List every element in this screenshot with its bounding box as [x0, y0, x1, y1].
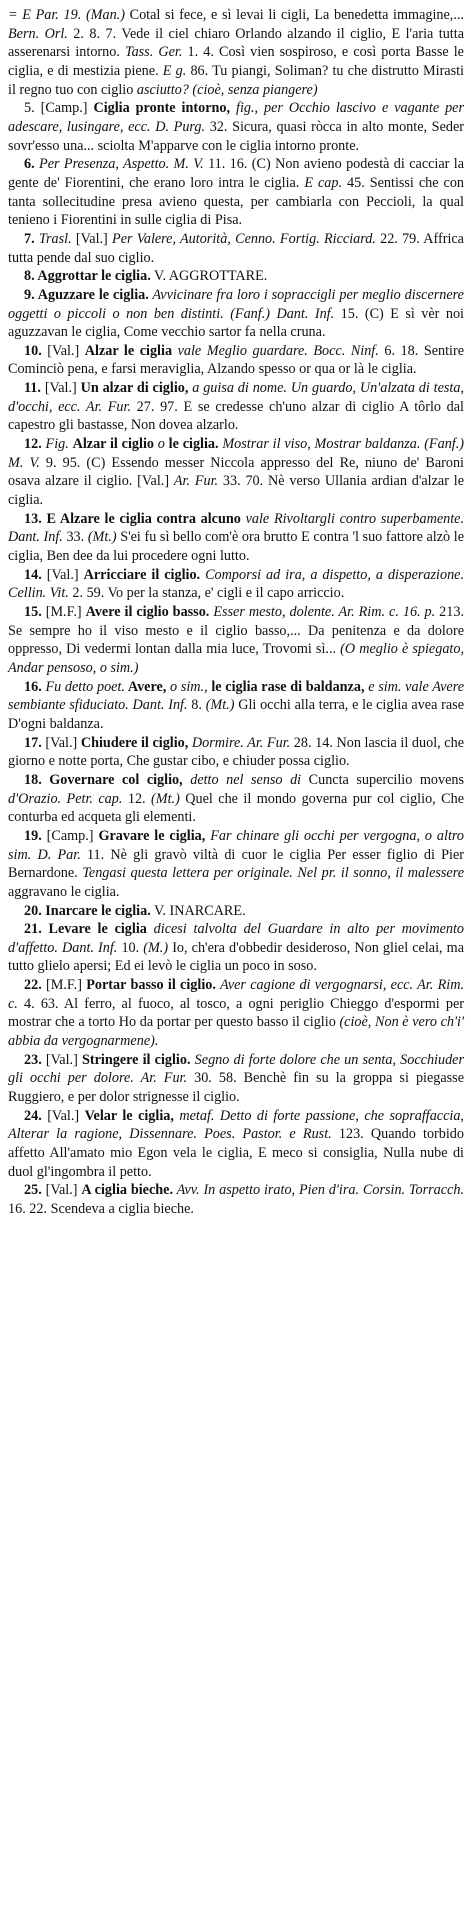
dictionary-entry [8, 99, 464, 155]
dictionary-entry [8, 920, 464, 976]
body-text: [M.F.] [46, 977, 87, 994]
headword-text: Un alzar di ciglio, [80, 380, 189, 397]
italic-text: Aver cagione di vergognarsi, ecc. Ar. Rim. c. [8, 977, 465, 1012]
headword-text: 22. [24, 977, 47, 994]
headword-text: 21. Levare le ciglia [24, 921, 147, 938]
headword-text: Avere il ciglio basso. [85, 604, 210, 620]
italic-text: e sim. vale Avere sembiante sfiduciato. Dant. Inf. [8, 678, 465, 714]
headword-text: Velar le ciglia, [84, 1107, 174, 1124]
italic-text: Far chinare gli occhi per vergogna, o altro sim. D. Par. [8, 827, 464, 863]
body-text: 8. [187, 697, 206, 714]
italic-text: Ar. Fur. [173, 473, 219, 490]
dictionary-entry [8, 379, 464, 435]
body-text: 9. 95. (C) Essendo messer Niccola appresso del Re, niuno de' Baroni osava alzare il ciglio. [Val.] [8, 454, 464, 490]
italic-text: asciutto? (cioè, senza piangere) [136, 81, 318, 98]
headword-text: 23. [24, 1051, 46, 1068]
body-text: 28. 14. Non lascia il duol, che giorno e notte porta, Che gustar cibo, e chiuder possa ciglio. [8, 734, 464, 770]
headword-text: 8. Aggrottar le ciglia. [24, 268, 151, 285]
body-text: 33. 70. Nè verso Ullania ardian d'alzar le ciglia. [8, 473, 464, 509]
italic-text: Bern. Orl. [8, 25, 68, 42]
italic-text: Mostrar il viso, Mostrar baldanza. (Fanf.) M. V. [8, 436, 464, 471]
headword-text: 13. E Alzare le ciglia contra alcuno [24, 510, 241, 527]
headword-text: 11. [24, 380, 45, 397]
body-text: 2. 59. Vo per la stanza, e' cigli e il capo arriccio. [68, 585, 345, 602]
body-text: [Val.] [47, 342, 85, 359]
headword-text: 20. Inarcare le ciglia. [24, 902, 151, 919]
dictionary-entry [8, 342, 464, 379]
headword-text: Alzar il ciglio [72, 436, 154, 453]
headword-text: 19. [24, 827, 47, 844]
body-text: Quel che il mondo governa pur col ciglio, Che conturba ed acqueta gli elementi. [8, 790, 465, 826]
dictionary-entry [8, 510, 464, 566]
headword-text: 15. [24, 604, 46, 620]
body-text: V. AGGROTTARE. [150, 268, 268, 285]
dictionary-entry [8, 286, 464, 342]
body-text: V. INARCARE. [150, 902, 246, 919]
body-text: Io, ch'era d'obbedir desideroso, Non gliel celai, ma tutto glielo apersi; Ed ei levò le ciglia un poco in soso. [8, 939, 464, 975]
body-text: 11. Nè gli gravò viltà di cuor le ciglia Per esser figlio di Pier Bernardone. [8, 846, 464, 882]
body-text: 6. 18. Sentire Cominciò pena, e farsi meraviglia, Alzando spesso or qua or là le ciglia. [8, 342, 465, 378]
italic-text: detto nel senso di [182, 771, 302, 788]
body-text: 123. Quando torbido affetto All'amato mio Egon vela le ciglia, E meco si consiglia, Nulla nube di duol gl'ingombra il petto. [8, 1126, 464, 1180]
italic-text: Fu detto poet. [45, 678, 125, 695]
dictionary-entry [8, 566, 464, 603]
italic-text: (Mt.) [205, 697, 235, 714]
dictionary-entry [8, 155, 464, 230]
italic-text: fig., per Occhio lascivo e vagante per adescare, lusingare, ecc. D. Purg. [8, 100, 464, 135]
body-text: [Val.] [45, 1051, 82, 1068]
body-text: 4. 63. Al ferro, al fuoco, al tosco, a ogni periglio Chieggo d'espormi per mostrar che a torto Ho da portar per questo basso il ciglio [8, 995, 464, 1031]
italic-text: metaf. Detto di forte passione, che sopraffaccia, Alterar la ragione, Dissennare. Poes. Pastor. e Rust. [8, 1107, 464, 1143]
dictionary-entry [8, 1051, 464, 1107]
body-text: aggravano le ciglia. [8, 883, 120, 900]
body-text: 2. 8. 7. Vede il ciel chiaro Orlando alzando il ciglio, E l'aria tutta asserenarsi intorno. [8, 25, 464, 61]
entry-continuation [8, 6, 464, 99]
italic-text: Avv. In aspetto irato, Pien d'ira. Corsin. Torracch. [173, 1182, 464, 1199]
body-text: 45. Sentissi che con tanta sollecitudine presa avieno questa, per cambiarla con Peccioli, la qual tenieno i Fiorentini in sulle ciglia di Pisa. [8, 174, 465, 229]
body-text: 213. Se sempre ho il viso mesto e il ciglio basso,... Da penitenza e da dolore oppresso, Di vedermi lontan dalla mia luce, Trovomi sì... [8, 604, 465, 658]
body-text: 33. [62, 529, 88, 546]
headword-text: Avere, [124, 678, 171, 695]
body-text: [Val.] [45, 734, 81, 751]
italic-text: o sim., [170, 678, 208, 695]
headword-text: Gravare le ciglia, [98, 827, 206, 844]
body-text: 30. 58. Benchè fin su la groppa si piegasse Ruggiero, e per dolor strignesse il ciglio. [8, 1070, 465, 1106]
dictionary-entry [8, 230, 464, 267]
headword-text: 16. [24, 678, 46, 695]
italic-text: Segno di forte dolore che un senta, Socchiuder gli occhi per dolore. Ar. Fur. [8, 1051, 464, 1087]
italic-text: E g. [162, 62, 187, 79]
body-text: 11. 16. (C) Non avieno podestà di cacciar la gente de' Fiorentini, che erano loro intra le ciglia. [8, 156, 465, 191]
body-text: Cotal si fece, e sì levai li cigli, La benedetta immagine,... [124, 7, 464, 23]
italic-text: dicesi talvolta del Guardare in alto per movimento d'affetto. Dant. Inf. [8, 921, 464, 956]
body-text: [Val.] [45, 1182, 82, 1199]
body-text: 86. Tu piangi, Soliman? tu che distrutto Mirasti il regno tuo con ciglio [8, 62, 464, 98]
headword-text: A ciglia bieche. [81, 1182, 174, 1199]
headword-text: 25. [24, 1182, 46, 1199]
headword-text: 24. [24, 1107, 48, 1124]
dictionary-entry [8, 1181, 464, 1218]
italic-text: (Man.) [85, 7, 125, 23]
headword-text: Portar basso il ciglio. [86, 977, 216, 994]
italic-text: (Mt.) [87, 529, 117, 546]
italic-text: (cioè, Non è vero ch'i' abbia da vergognarmene). [8, 1014, 464, 1050]
headword-text: 6. [24, 156, 40, 173]
body-text: [Val.] [71, 230, 113, 247]
dictionary-entry [8, 827, 464, 902]
italic-text: Avvicinare fra loro i sopraccigli per meglio discernere oggetti o piccoli o non ben distinti. (Fanf.) Dant. Inf. [8, 286, 464, 322]
body-text: 1. 4. Così vien sospiroso, e così porta Basse le ciglia, e di mestizia piene. [8, 44, 464, 79]
dictionary-entry [8, 603, 464, 678]
italic-text: Trasl. [38, 230, 72, 247]
italic-text: a guisa di nome. Un guardo, Un'alzata di testa, d'occhi, ecc. Ar. Fur. [8, 380, 464, 415]
headword-text: 14. [24, 566, 47, 583]
body-text: 16. 22. Scendeva a ciglia bieche. [8, 1201, 194, 1217]
headword-text: 17. [24, 734, 46, 751]
italic-text: Comporsi ad ira, a dispetto, a disperazione. Cellin. Vit. [8, 566, 465, 602]
dictionary-entry [8, 1107, 464, 1182]
italic-text: vale Meglio guardare. Bocc. Ninf. [172, 342, 379, 359]
dictionary-entry [8, 771, 464, 827]
headword-text: 18. Governare col ciglio, [24, 771, 183, 788]
italic-text: (Mt.) [151, 790, 180, 807]
headword-text: le ciglia. [168, 436, 219, 453]
italic-text: Per Presenza, Aspetto. M. V. [39, 156, 204, 173]
body-text: 15. (C) E sì vèr noi aguzzavan le ciglia, Come vecchio sartor fa nella cruna. [8, 305, 464, 341]
body-text: [M.F.] [45, 604, 86, 620]
dictionary-entry [8, 976, 464, 1051]
italic-text: Esser mesto, dolente. Ar. Rim. c. 16. p. [209, 604, 436, 620]
headword-text: 9. Aguzzare le ciglia. [24, 286, 149, 303]
body-text: [Camp.] [46, 827, 99, 844]
body-text: 10. [117, 939, 144, 956]
italic-text: Tass. Ger. [124, 44, 183, 61]
italic-text: Per Valere, Autorità, Cenno. Fortig. Ricciard. [112, 230, 376, 247]
italic-text: o [153, 436, 169, 453]
dictionary-entry [8, 734, 464, 771]
headword-text: 7. [24, 230, 39, 247]
body-text: 22. 79. Affrica tutta pende dal suo ciglio. [8, 230, 464, 266]
body-text: Gli occhi alla terra, e le ciglia avea rase D'ogni baldanza. [8, 697, 464, 732]
italic-text: vale Rivoltargli contro superbamente. Dant. Inf. [8, 510, 465, 546]
dictionary-entry [8, 678, 464, 734]
italic-text: Dormire. Ar. Fur. [188, 734, 291, 751]
body-text: [Val.] [46, 566, 84, 583]
italic-text: Fig. [45, 436, 73, 453]
body-text: 5. [Camp.] [24, 100, 94, 117]
italic-text: = E Par. 19. [8, 7, 86, 23]
headword-text: Ciglia pronte intorno, [93, 100, 231, 117]
headword-text: Arricciare il ciglio. [83, 566, 201, 583]
headword-text: Alzar le ciglia [84, 342, 173, 359]
body-text: [Val.] [47, 1107, 85, 1124]
body-text: [Val.] [44, 380, 81, 397]
headword-text: 12. [24, 436, 46, 453]
headword-text: le ciglia rase di baldanza, [207, 678, 365, 695]
italic-text: (M.) [143, 939, 169, 956]
entry-list [8, 6, 464, 1219]
headword-text: 10. [24, 342, 48, 359]
body-text: 32. Sicura, quasi ròcca in alto monte, Seder sovr'esso una... sciolta M'apparve con le ciglia intorno pronte. [8, 118, 464, 154]
body-text: S'ei fu sì bello com'è ora brutto E contra 'l suo fattore alzò le ciglia, Ben dee da lui procedere ogni lutto. [8, 529, 464, 565]
dictionary-entry [8, 902, 464, 921]
dictionary-entry [8, 435, 464, 510]
italic-text: (O meglio è spiegato, Andar pensoso, o sim.) [8, 641, 464, 676]
italic-text: Tengasi questa lettera per originale. Nel pr. il sonno, il malessere [82, 865, 464, 882]
italic-text: E cap. [304, 174, 343, 191]
body-text: 27. 97. E se credesse ch'uno alzar di ciglio A tôrlo dal capestro gli bastasse, Non dovea alzarlo. [8, 398, 464, 434]
italic-text: d'Orazio. Petr. cap. [8, 790, 123, 807]
dictionary-entry [8, 267, 464, 286]
body-text: 12. [122, 790, 152, 807]
body-text: Cuncta supercilio movens [301, 771, 464, 788]
headword-text: Chiudere il ciglio, [80, 734, 189, 751]
headword-text: Stringere il ciglio. [81, 1051, 191, 1068]
